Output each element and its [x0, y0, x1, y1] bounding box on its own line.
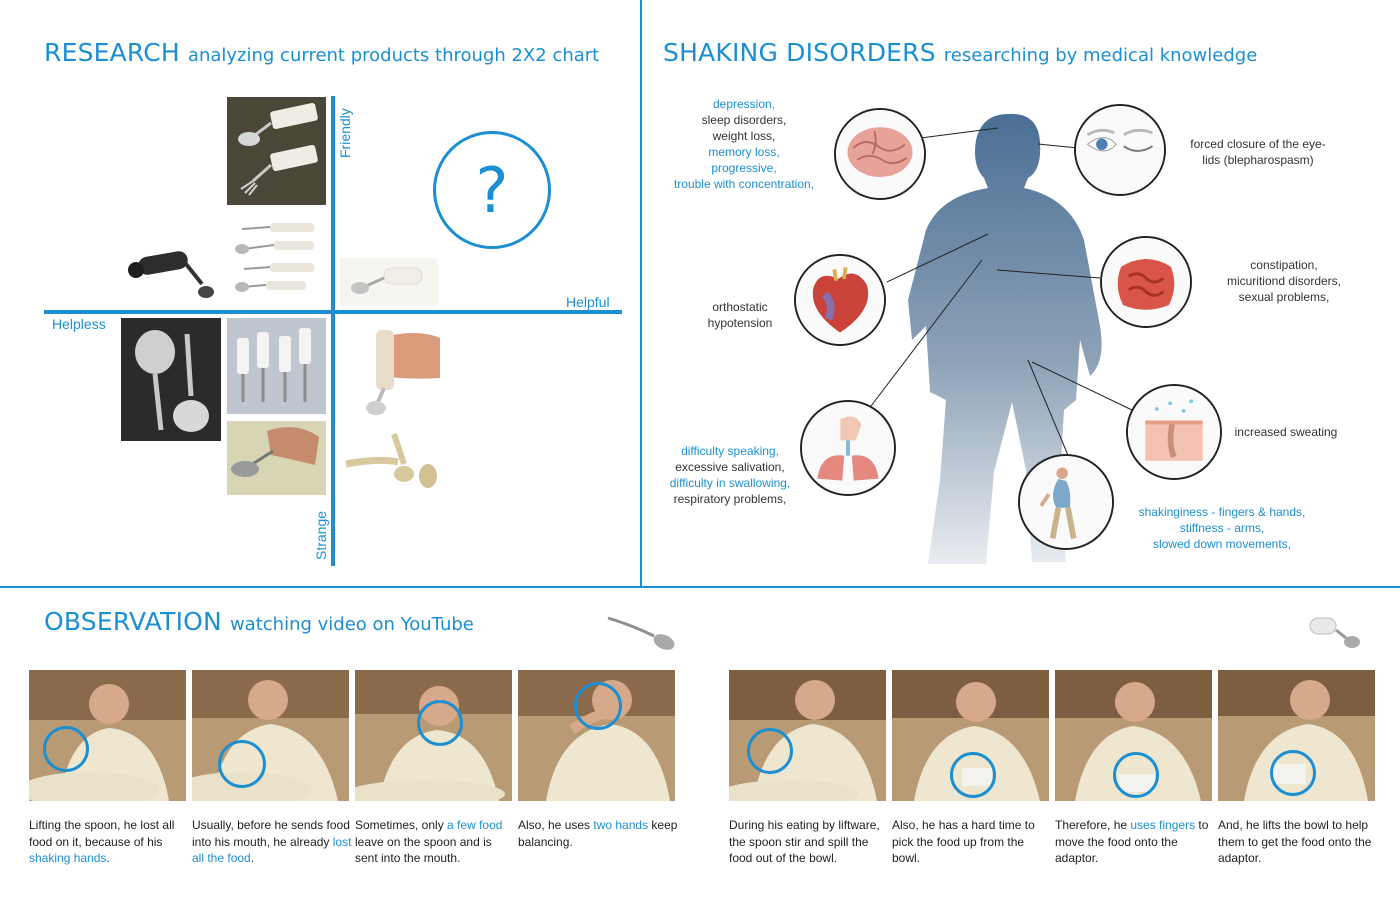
highlight-ring [747, 728, 793, 774]
motion-symptoms [1120, 504, 1324, 552]
symptom-micturition: micuritiond disorders, [1226, 274, 1342, 288]
research-heading [44, 38, 599, 67]
symptom-constipation: constipation, [1250, 258, 1318, 272]
highlight-ring [417, 700, 463, 746]
heart-circle [794, 254, 886, 346]
adaptor-spoon-icon [1306, 612, 1362, 652]
elderly-walking-circle [1018, 454, 1114, 550]
axis-label-friendly: Friendly [337, 108, 353, 158]
video-frame-4 [518, 670, 675, 801]
skin-symptoms [1228, 424, 1344, 440]
highlight-ring [218, 740, 266, 788]
brain-symptoms [664, 96, 824, 192]
divider-horizontal [0, 586, 1400, 588]
caption-4: Also, he uses two hands keep balancing. [518, 818, 678, 849]
skin-circle [1126, 384, 1222, 480]
symptom-progressive: progressive, [711, 161, 777, 175]
observation-subtitle: watching video on YouTube [229, 614, 474, 635]
symptom-slowed: slowed down movements, [1152, 537, 1292, 551]
axis-label-helpless: Helpless [52, 316, 106, 332]
product-photo-white-handle-set [230, 215, 322, 295]
video-frame-7 [1055, 670, 1212, 801]
symptom-stiffness: stiffness - arms, [1179, 521, 1265, 535]
eye-symptoms [1176, 136, 1340, 168]
symptom-depression: depression, [712, 97, 776, 111]
highlight-ring [43, 726, 89, 772]
symptom-orthostatic: orthostatic [712, 300, 768, 314]
video-frame-6 [892, 670, 1049, 801]
caption-6: Also, he has a hard time to pick the food up from the bowl. [892, 818, 1035, 865]
question-circle [433, 131, 551, 249]
caption-8: And, he lifts the bowl to help them to get the food onto the adaptor. [1218, 818, 1372, 865]
product-photo-adaptor-spoon [340, 258, 438, 306]
symptom-concentration: trouble with concentration, [673, 177, 815, 191]
video-frame-3 [355, 670, 512, 801]
intestine-circle [1100, 236, 1192, 328]
symptom-memory: memory loss, [708, 145, 780, 159]
highlight-ring [1270, 750, 1316, 796]
highlight-ring [574, 682, 622, 730]
observation-heading [44, 607, 474, 636]
question-mark: ? [475, 153, 509, 227]
caption-7: Therefore, he uses fingers to move the food onto the adaptor. [1055, 818, 1209, 865]
chart-axis-horizontal [44, 310, 622, 314]
product-photo-finger-spoon [227, 421, 326, 495]
video-frame-2 [192, 670, 349, 801]
video-frame-8 [1218, 670, 1375, 801]
product-photo-ivory-utensils [338, 428, 442, 496]
brain-circle [834, 108, 926, 200]
symptom-sexual: sexual problems, [1238, 290, 1330, 304]
video-frame-1 [29, 670, 186, 801]
caption-1: Lifting the spoon, he lost all food on it, because of his shaking hands. [29, 818, 175, 865]
symptom-respiratory: respiratory problems, [673, 492, 787, 506]
symptom-salivation: excessive salivation, [675, 460, 785, 474]
spoon-icon [604, 612, 676, 652]
video-frame-5 [729, 670, 886, 801]
symptom-weight: weight loss, [712, 129, 776, 143]
gut-symptoms [1196, 257, 1372, 305]
product-photo-handle-set [227, 318, 326, 414]
observation-title: OBSERVATION [44, 607, 222, 636]
highlight-ring [1113, 752, 1159, 798]
lungs-circle [800, 400, 896, 496]
disorders-title: SHAKING DISORDERS [663, 38, 936, 67]
caption-2: Usually, before he sends food into his mouth, he already lost all the food. [192, 818, 352, 865]
research-subtitle: analyzing current products through 2X2 chart [187, 45, 600, 66]
heart-symptoms [690, 299, 790, 331]
caption-5: During his eating by liftware, the spoon stir and spill the food out of the bowl. [729, 818, 880, 865]
product-photo-angled-utensils [227, 97, 326, 205]
disorders-subtitle: researching by medical knowledge [943, 45, 1258, 66]
symptom-hypotension: hypotension [707, 316, 773, 330]
symptom-sweating: increased sweating [1234, 425, 1338, 439]
chart-axis-vertical [331, 96, 335, 566]
disorders-heading [663, 38, 1257, 67]
symptom-eyelid-2: lids (blepharospasm) [1202, 153, 1314, 167]
symptom-swallowing: difficulty in swallowing, [669, 476, 791, 490]
product-photo-weighted-spoon [124, 240, 216, 306]
lungs-symptoms [656, 443, 804, 507]
caption-3: Sometimes, only a few food leave on the spoon and is sent into the mouth. [355, 818, 503, 865]
research-title: RESEARCH [44, 38, 180, 67]
highlight-ring [950, 752, 996, 798]
symptom-eyelid-1: forced closure of the eye- [1190, 137, 1326, 151]
product-photo-hand-strap [348, 318, 440, 418]
product-photo-spoon-pair [121, 318, 221, 441]
axis-label-strange: Strange [313, 510, 329, 560]
eye-circle [1074, 104, 1166, 196]
symptom-shakiness: shakinginess - fingers & hands, [1138, 505, 1306, 519]
axis-label-helpful: Helpful [566, 294, 610, 310]
symptom-speaking: difficulty speaking, [681, 444, 779, 458]
symptom-sleep: sleep disorders, [701, 113, 787, 127]
